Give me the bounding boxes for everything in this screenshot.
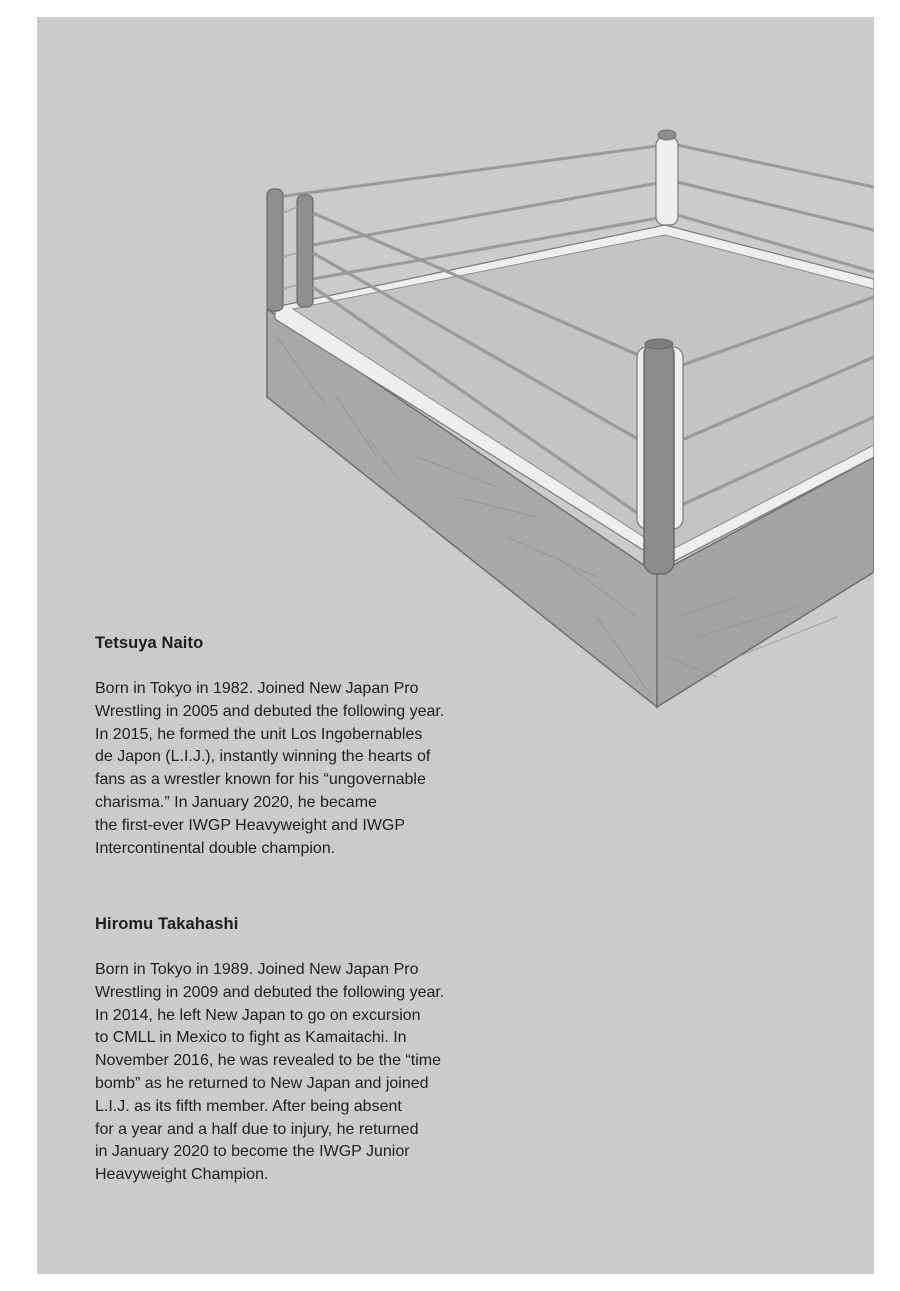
bio-text: Born in Tokyo in 1989. Joined New Japan Pro Wrestling in 2009 and debuted the following year. In 2014, he left New Japan to go on excursion to CMLL in Mexico to fight as Kamaitachi. In November 2016, he was revealed to be the “time bomb” as he returned to New Japan and joined L.I.J. as its fifth member. After being absent for a year and a half due to injury, he returned in January 2020 to become the IWGP Junior Heavyweight Champion. xyxy=(95,961,445,1184)
bio-text: Born in Tokyo in 1982. Joined New Japan Pro Wrestling in 2005 and debuted the following year. In 2015, he formed the unit Los Ingobernables de Japon (L.I.J.), instantly winning the hearts of fans as a wrestler known for his “ungovernable charisma.” In January 2020, he became the first-ever IWGP Heavyweight and IWGP Intercontinental double champion. xyxy=(95,680,445,857)
left-corner-posts xyxy=(267,189,313,311)
page xyxy=(37,17,874,1274)
wrestling-ring-illustration xyxy=(37,17,874,737)
bio-tetsuya-naito xyxy=(95,632,475,860)
bio-name: Hiromu Takahashi xyxy=(95,915,239,933)
bio-hiromu-takahashi xyxy=(95,913,475,1187)
bio-name: Tetsuya Naito xyxy=(95,634,204,652)
back-corner-post xyxy=(656,130,678,225)
